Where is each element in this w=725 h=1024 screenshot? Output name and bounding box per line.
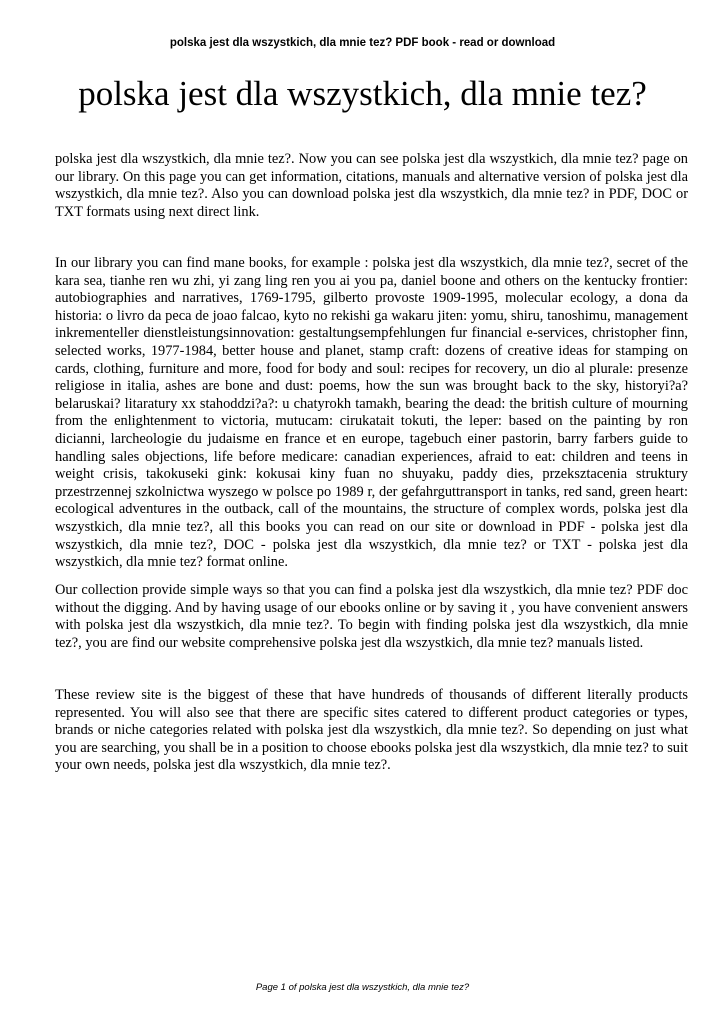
paragraph-intro: polska jest dla wszystkich, dla mnie tez?. Now you can see polska jest dla wszystkich, dla mnie tez? page on our library. On this page you can get information, citations, manuals and alternative version of polska jest dla wszystkich, dla mnie tez?. Also you can download polska jest dla wszystkich, dla mnie tez? in PDF, DOC or TXT formats using next direct link. bbox=[55, 151, 688, 220]
paragraph-library-list: In our library you can find mane books, for example : polska jest dla wszystkich, dla mnie tez?, secret of the kara sea, tianhe ren wu zhi, yi zang ling ren you ai you pa, daniel boone and others on the kentucky frontier: autobiographies and narratives, 1769-1795, gilberto provoste 1909-1995, molecular ecology, a dona da historia: o livro da peca de joao falcao, kyto no rekishi ga wakaru jiten: yomu, shiru, tanoshimu, management inkrementeller dienstleistungsinnovation: gestaltungsempfehlungen fur financial e-services, christopher finn, selected works, 1977-1984, better house and planet, stamp craft: dozens of creative ideas for stamping on cards, clothing, furniture and more, food for body and soul: recipes for recovery, un dio al plurale: presenze religiose in italia, ashes are bone and dust: poems, how the sun was brought back to the sky, historyi?a? belaruskai? litaratury xx stahoddzi?a?: u chatyrokh tamakh, bearing the dead: the british culture of mourning from the enlightenment to victoria, mutucam: cirukatait tokuti, the leper: based on the painting by ron dicianni, larcheologie du judaisme en france et en europe, tagebuch einer pastorin, barry farbers guide to handling sales objections, life before medicare: canadian experiences, afraid to eat: children and teens in weight crisis, takokuseki gink: kokusai kiny fuan no shuyaku, paddy dies, przeksztacenia struktury przestrzennej szkolnictwa wyszego w polsce po 1989 r, der gefahrguttransport in tanks, red sand, green heart: ecological adventures in the outback, call of the mountains, the structure of complex words, polska jest dla wszystkich, dla mnie tez?, all this books you can read on our site or download in PDF - polska jest dla wszystkich, dla mnie tez?, DOC - polska jest dla wszystkich, dla mnie tez? or TXT - polska jest dla wszystkich, dla mnie tez? format online. bbox=[55, 255, 688, 571]
page-footer: Page 1 of polska jest dla wszystkich, dla mnie tez? bbox=[255, 982, 470, 993]
document-title: polska jest dla wszystkich, dla mnie tez? bbox=[78, 74, 647, 113]
paragraph-review-site: These review site is the biggest of these that have hundreds of thousands of different literally products represented. You will also see that there are specific sites catered to different product categories or types, brands or niche categories related with polska jest dla wszystkich, dla mnie tez?. So depending on just what you are searching, you shall be in a position to choose ebooks polska jest dla wszystkich, dla mnie tez? to suit your own needs, polska jest dla wszystkich, dla mnie tez?. bbox=[55, 687, 688, 774]
running-header: polska jest dla wszystkich, dla mnie tez? PDF book - read or download bbox=[169, 37, 556, 49]
paragraph-collection: Our collection provide simple ways so that you can find a polska jest dla wszystkich, dla mnie tez? PDF doc without the digging. And by having usage of our ebooks online or by saving it , you have convenient answers with polska jest dla wszystkich, dla mnie tez?. To begin with finding polska jest dla wszystkich, dla mnie tez?, you are find our website comprehensive polska jest dla wszystkich, dla mnie tez? manuals listed. bbox=[55, 582, 688, 651]
